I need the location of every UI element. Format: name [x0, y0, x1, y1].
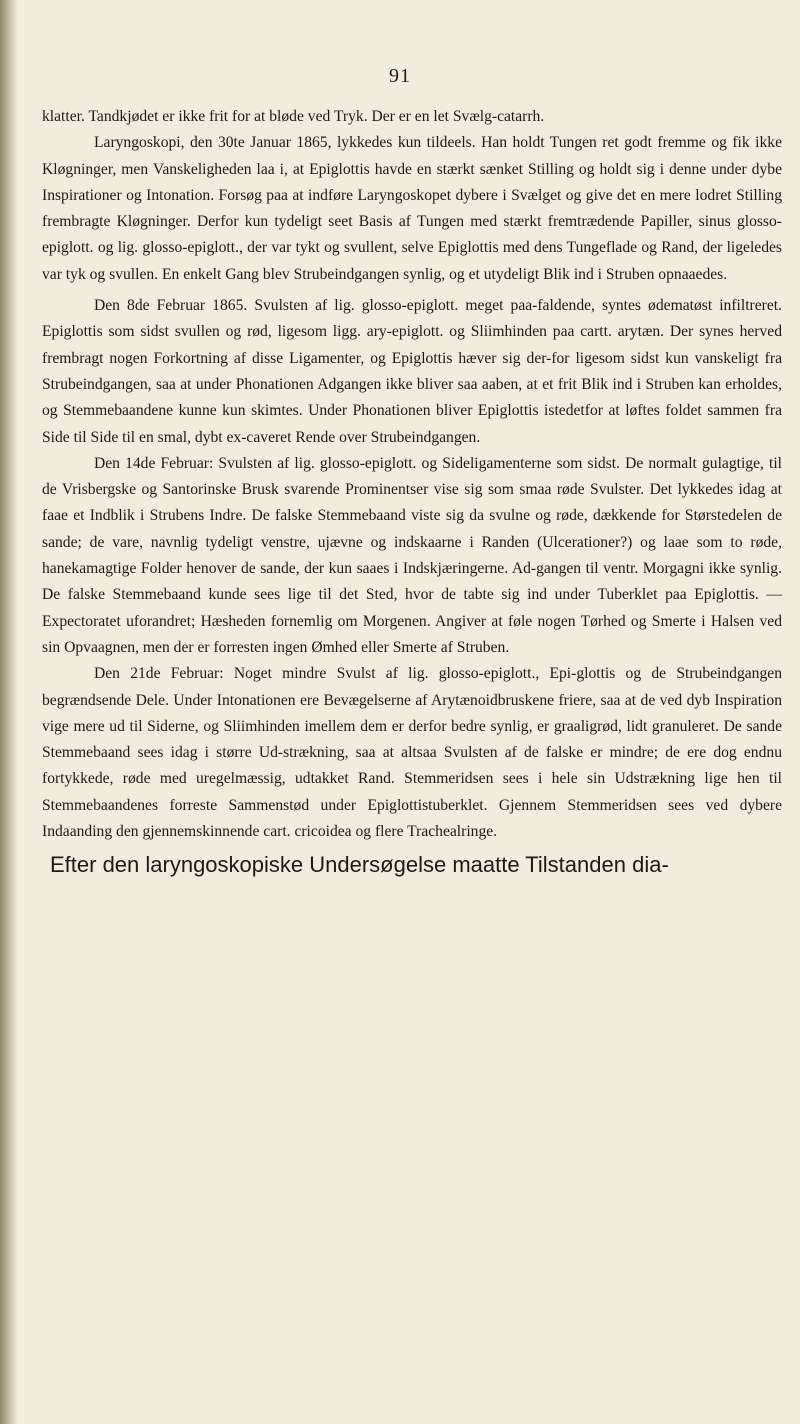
closing-line: Efter den laryngoskopiske Undersøgelse maatte Tilstanden dia- [50, 852, 669, 878]
paragraph-3: Den 8de Februar 1865. Svulsten af lig. glosso-epiglott. meget paa-faldende, syntes ødematøst infiltreret. Epiglottis som sidst svullen og rød, ligesom ligg. ary-epiglott. og Sliimhinden paa cartt. arytæn. Der synes herved frembragt nogen Forkortning af disse Ligamenter, og Epiglottis hæver sig der-for ligesom sidst kun vanskeligt fra Strubeindgangen, saa at under Phonationen Adgangen ikke bliver saa aaben, at et frit Blik ind i Struben kan erholdes, og Stemmebaandene kunne kun skimtes. Under Phonationen bliver Epiglottis istedetfor at løftes foldet sammen fra Side til Side til en smal, dybt ex-caveret Rende over Strubeindgangen. [42, 297, 782, 446]
paragraph-2: Laryngoskopi, den 30te Januar 1865, lykkedes kun tildeels. Han holdt Tungen ret godt fremme og fik ikke Kløgninger, men Vanskeligheden laa i, at Epiglottis havde en stærkt sænket Stilling og holdt sig i denne under dybe Inspirationer og Intonation. Forsøg paa at indføre Laryngoskopet dybere i Svælget og give det en mere lodret Stilling frembragte Kløgninger. Derfor kun tydeligt seet Basis af Tungen med stærkt fremtrædende Papiller, sinus glosso-epiglott. og lig. glosso-epiglott., der var tykt og svullent, selve Epiglottis med dens Tungeflade og Rand, der ligeledes var tyk og svullen. En enkelt Gang blev Strubeindgangen synlig, og et utydeligt Blik ind i Struben opnaaedes. [42, 134, 782, 283]
page-number: 91 [389, 65, 411, 87]
page-binding-edge [0, 0, 18, 1424]
body-text [42, 104, 782, 880]
paragraph-1: klatter. Tandkjødet er ikke frit for at bløde ved Tryk. Der er en let Svælg-catarrh. [42, 108, 545, 125]
paragraph-5: Den 21de Februar: Noget mindre Svulst af lig. glosso-epiglott., Epi-glottis og de Strubeindgangen begrændsende Dele. Under Intonationen ere Bevægelserne af Arytænoidbruskene friere, saa at de ved dyb Inspiration vige mere ud til Siderne, og Sliimhinden imellem dem er derfor bedre synlig, er graaligrød, lidt granuleret. De sande Stemmebaand sees idag i større Ud-strækning, saa at altsaa Svulsten af de falske er mindre; de ere dog endnu fortykkede, røde med uregelmæssig, udtakket Rand. Stemmeridsen sees i hele sin Udstrækning lige hen til Stemmebaandenes forreste Sammenstød under Epiglottistuberklet. Gjennem Stemmeridsen sees ved dybere Indaanding den gjennemskinnende cart. cricoidea og flere Trachealringe. [42, 665, 782, 841]
paragraph-4: Den 14de Februar: Svulsten af lig. glosso-epiglott. og Sideligamenterne som sidst. De normalt gulagtige, til de Vrisbergske og Santorinske Brusk svarende Prominentser vise sig som smaa røde Svulster. Det lykkedes idag at faae et Indblik i Strubens Indre. De falske Stemmebaand viste sig da svulne og røde, dækkende for Størstedelen de sande; de vare, navnlig tydeligt venstre, ujævne og indskaarne i Randen (Ulcerationer?) og laae som to røde, hanekamagtige Folder henover de sande, der kun saaes i Indskjæringerne. Ad-gangen til ventr. Morgagni ikke synlig. De falske Stemmebaand kunde sees lige til det Sted, hvor de tabte sig ind under Tuberklet paa Epiglottis. — Expectoratet uforandret; Hæsheden fornemlig om Morgenen. Angiver at føle nogen Tørhed og Smerte i Halsen ved sin Opvaagnen, men der er forresten ingen Ømhed eller Smerte af Struben. [42, 454, 782, 656]
